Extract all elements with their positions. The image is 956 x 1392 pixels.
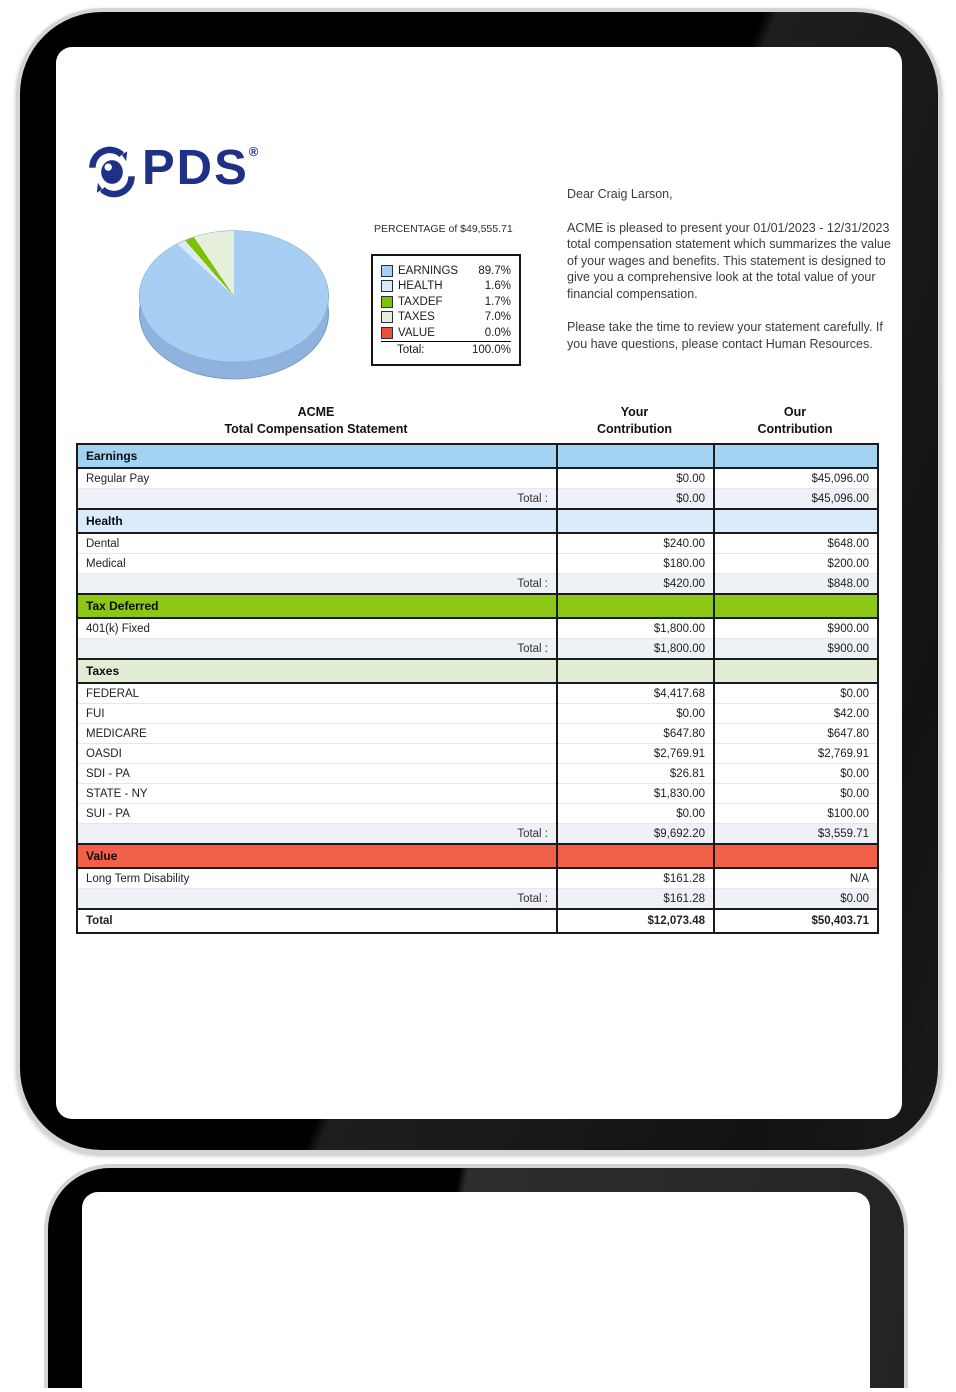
legend-percent: 1.6% (484, 280, 511, 293)
grand-total-our: $50,403.71 (714, 909, 878, 933)
legend-total-row (381, 342, 511, 359)
tablet-screen (56, 47, 902, 1119)
our-contribution-value: $0.00 (714, 784, 878, 804)
compensation-table (76, 443, 879, 934)
your-contribution-value: $180.00 (557, 554, 714, 574)
section-header-health (77, 509, 878, 533)
row-label: 401(k) Fixed (77, 618, 557, 639)
table-row (77, 683, 878, 704)
tablet-screen-bottom (82, 1192, 870, 1392)
our-contribution-value: $200.00 (714, 554, 878, 574)
your-header-line1: Your (620, 405, 649, 419)
legend-label: EARNINGS (398, 264, 459, 277)
your-contribution-value: $161.28 (557, 868, 714, 889)
your-contribution-total: $420.00 (557, 574, 714, 595)
pds-logo-icon (86, 146, 138, 198)
table-row (77, 784, 878, 804)
our-contribution-total: $45,096.00 (714, 489, 878, 510)
grand-total-row (77, 909, 878, 933)
total-label: Total : (77, 889, 557, 910)
row-label: OASDI (77, 744, 557, 764)
section-name: Value (77, 844, 557, 868)
legend-swatch (381, 296, 393, 308)
pds-logo-text: PDS (142, 141, 249, 195)
section-header-cell (557, 594, 714, 618)
section-total-row (77, 824, 878, 845)
section-header-cell (557, 509, 714, 533)
total-label: Total : (77, 574, 557, 595)
row-label: STATE - NY (77, 784, 557, 804)
your-contribution-value: $0.00 (557, 804, 714, 824)
legend-item (381, 310, 511, 326)
row-label: FUI (77, 704, 557, 724)
table-row (77, 804, 878, 824)
row-label: MEDICARE (77, 724, 557, 744)
section-header-cell (714, 444, 878, 468)
section-header-earnings (77, 444, 878, 468)
our-header-line1: Our (783, 405, 807, 419)
pie-chart-top (140, 231, 328, 362)
table-row (77, 554, 878, 574)
letter-closing: Please take the time to review your statement carefully. If you have questions, please contact Human Resources. (567, 320, 883, 351)
table-row (77, 868, 878, 889)
legend-percent: 89.7% (478, 264, 511, 277)
our-contribution-value: $45,096.00 (714, 468, 878, 489)
your-contribution-value: $647.80 (557, 724, 714, 744)
legend-item (381, 279, 511, 295)
section-header-taxes (77, 659, 878, 683)
section-total-row (77, 574, 878, 595)
chart-title: PERCENTAGE of $49,555.71 (374, 223, 513, 235)
table-row (77, 744, 878, 764)
section-header-cell (714, 509, 878, 533)
our-contribution-value: $648.00 (714, 533, 878, 554)
legend-total-label: Total: (397, 344, 425, 356)
section-header-cell (557, 659, 714, 683)
row-label: Medical (77, 554, 557, 574)
our-contribution-header (713, 404, 877, 438)
letter-greeting: Dear Craig Larson, (567, 187, 673, 201)
section-header-cell (714, 594, 878, 618)
letter-body: ACME is pleased to present your 01/01/2023 - 12/31/2023 total compensation statement which summarizes the value of your wages and benefits. This statement is designed to give you a comprehensive look at the total value of your financial compensation. (567, 220, 891, 301)
our-contribution-total: $848.00 (714, 574, 878, 595)
total-label: Total : (77, 489, 557, 510)
your-contribution-value: $1,830.00 (557, 784, 714, 804)
row-label: Long Term Disability (77, 868, 557, 889)
our-contribution-total: $0.00 (714, 889, 878, 910)
our-contribution-total: $900.00 (714, 639, 878, 660)
legend-percent: 1.7% (484, 295, 511, 308)
pds-logo (86, 142, 258, 198)
legend-label: TAXES (398, 311, 435, 324)
row-label: SUI - PA (77, 804, 557, 824)
legend-swatch (381, 280, 393, 292)
statement-title-line1: ACME (297, 405, 335, 419)
total-label: Total : (77, 824, 557, 845)
your-contribution-value: $4,417.68 (557, 683, 714, 704)
our-contribution-value: $0.00 (714, 683, 878, 704)
your-contribution-header (556, 404, 713, 438)
grand-total-label: Total (77, 909, 557, 933)
our-contribution-value: $647.80 (714, 724, 878, 744)
section-name: Taxes (77, 659, 557, 683)
our-contribution-value: $42.00 (714, 704, 878, 724)
section-name: Health (77, 509, 557, 533)
legend-item (381, 263, 511, 279)
your-contribution-value: $1,800.00 (557, 618, 714, 639)
your-contribution-total: $161.28 (557, 889, 714, 910)
legend-swatch (381, 327, 393, 339)
your-header-line2: Contribution (597, 422, 672, 436)
your-contribution-total: $0.00 (557, 489, 714, 510)
our-contribution-value: $900.00 (714, 618, 878, 639)
legend-label: VALUE (398, 326, 435, 339)
our-contribution-value: $0.00 (714, 764, 878, 784)
legend-swatch (381, 265, 393, 277)
table-row (77, 764, 878, 784)
section-total-row (77, 889, 878, 910)
section-header-cell (714, 659, 878, 683)
section-header-cell (557, 444, 714, 468)
legend-item (381, 325, 511, 342)
statement-title-line2: Total Compensation Statement (224, 422, 408, 436)
your-contribution-value: $2,769.91 (557, 744, 714, 764)
your-contribution-value: $0.00 (557, 704, 714, 724)
legend-percent: 0.0% (484, 326, 511, 339)
your-contribution-value: $0.00 (557, 468, 714, 489)
table-column-titles (76, 404, 877, 438)
grand-total-your: $12,073.48 (557, 909, 714, 933)
section-header-cell (714, 844, 878, 868)
table-row (77, 724, 878, 744)
your-contribution-value: $26.81 (557, 764, 714, 784)
total-label: Total : (77, 639, 557, 660)
table-row (77, 704, 878, 724)
legend-label: HEALTH (398, 280, 443, 293)
legend-percent: 7.0% (484, 311, 511, 324)
our-contribution-value: $2,769.91 (714, 744, 878, 764)
legend-total-percent: 100.0% (471, 344, 511, 356)
your-contribution-value: $240.00 (557, 533, 714, 554)
table-row (77, 468, 878, 489)
section-header-value (77, 844, 878, 868)
pie-chart (140, 231, 328, 381)
section-total-row (77, 639, 878, 660)
row-label: FEDERAL (77, 683, 557, 704)
letter (567, 186, 891, 369)
our-contribution-value: $100.00 (714, 804, 878, 824)
row-label: Dental (77, 533, 557, 554)
registered-trademark-symbol: ® (248, 144, 259, 159)
tablet-frame-bottom (44, 1164, 908, 1388)
pie-legend (371, 254, 521, 366)
section-name: Tax Deferred (77, 594, 557, 618)
table-row (77, 533, 878, 554)
row-label: SDI - PA (77, 764, 557, 784)
our-header-line2: Contribution (757, 422, 833, 436)
statement-title (76, 404, 556, 438)
our-contribution-value: N/A (714, 868, 878, 889)
your-contribution-total: $9,692.20 (557, 824, 714, 845)
section-header-tax-deferred (77, 594, 878, 618)
our-contribution-total: $3,559.71 (714, 824, 878, 845)
section-header-cell (557, 844, 714, 868)
table-row (77, 618, 878, 639)
legend-label: TAXDEF (398, 295, 443, 308)
row-label: Regular Pay (77, 468, 557, 489)
section-name: Earnings (77, 444, 557, 468)
section-total-row (77, 489, 878, 510)
legend-swatch (381, 311, 393, 323)
legend-item (381, 294, 511, 310)
your-contribution-total: $1,800.00 (557, 639, 714, 660)
